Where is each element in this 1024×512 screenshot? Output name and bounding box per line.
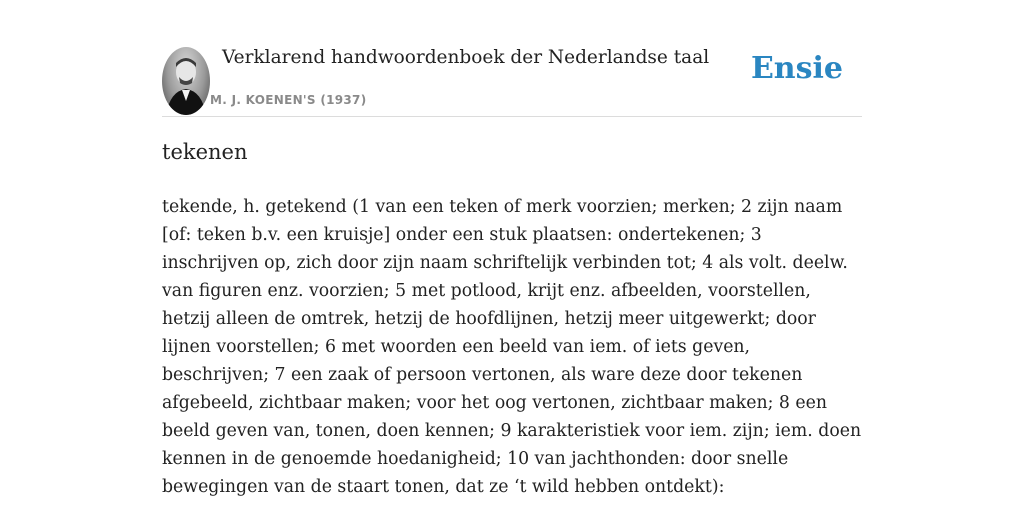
header bbox=[162, 46, 862, 117]
dictionary-title: Verklarend handwoordenboek der Nederlandse taal bbox=[222, 47, 710, 68]
dictionary-subtitle: M. J. KOENEN'S (1937) bbox=[210, 93, 367, 107]
ensie-logo-link[interactable]: Ensie bbox=[750, 51, 843, 86]
entry-headword: tekenen bbox=[162, 140, 248, 164]
author-portrait-icon bbox=[162, 47, 210, 115]
author-portrait-image bbox=[162, 47, 210, 115]
entry-definition: tekende, h. getekend (1 van een teken of merk voorzien; merken; 2 zijn naam [of: teken b.v. een kruisje] onder een stuk plaatsen: ondertekenen; 3 inschrijven op, zich door zijn naam schriftelijk verbinden tot; 4 als volt. deelw. van figuren enz. voorzien; 5 met potlood, krijt enz. afbeelden, voorstellen, hetzij alleen de omtrek, hetzij de hoofdlijnen, hetzij meer uitgewerkt; door lijnen voorstellen; 6 met woorden een beeld van iem. of iets geven, beschrijven; 7 een zaak of persoon vertonen, als ware deze door tekenen afgebeeld, zichtbaar maken; voor het oog vertonen, zichtbaar maken; 8 een beeld geven van, tonen, doen kennen; 9 karakteristiek voor iem. zijn; iem. doen kennen in de genoemde hoedanigheid; 10 van jachthonden: door snelle bewegingen van de staart tonen, dat ze ‘t wild hebben ontdekt): bbox=[162, 197, 862, 497]
